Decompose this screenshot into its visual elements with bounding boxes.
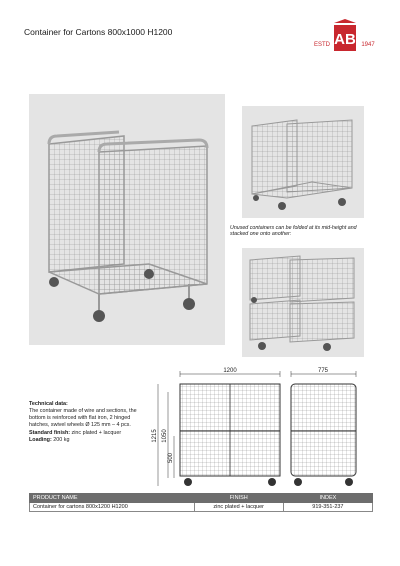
technical-data (29, 401, 139, 444)
width-dimension: 1200 (223, 368, 237, 374)
table-header-row (30, 494, 373, 503)
finish-value: zinc plated + lacquer (71, 429, 122, 436)
height-inner-dimension: 1050 (162, 429, 168, 443)
svg-text:AB: AB (334, 31, 356, 48)
table-row (30, 503, 373, 512)
finish-label: Standard finish: (29, 429, 71, 436)
height-total-dimension: 1215 (152, 429, 158, 443)
folded-container-photo (242, 106, 364, 218)
technical-body: The container made of wire and sections, the bottom is reinforced with flat iron, 2 hinged hatches, swivel wheels Ø 125 mm – 4 pcs. (29, 408, 137, 429)
header-index: INDEX (283, 494, 372, 503)
side-view-drawing (286, 366, 361, 491)
main-product-photo (29, 94, 225, 345)
page-title: Container for Cartons 800x1000 H1200 (24, 27, 173, 37)
loading-value: 200 kg (53, 436, 70, 443)
header-product-name: PRODUCT NAME (30, 494, 195, 503)
svg-text:ESTD: ESTD (313, 42, 331, 48)
technical-heading: Technical data: (29, 401, 68, 407)
cell-product-name: Container for cartons 800x1200 H1200 (30, 503, 195, 512)
stacked-containers-photo (242, 248, 364, 357)
folding-note: Unused containers can be folded at its mid-height and stacked one onto another: (230, 225, 357, 238)
svg-text:1947: 1947 (361, 42, 375, 48)
loading-label: Loading: (29, 436, 52, 443)
product-table (29, 493, 373, 512)
cell-finish: zinc plated + lacquer (194, 503, 283, 512)
wire-container-illustration (29, 94, 225, 345)
company-logo (312, 19, 378, 61)
header-finish: FINISH (194, 494, 283, 503)
cell-index: 919-351-237 (283, 503, 372, 512)
front-view-drawing (150, 366, 285, 491)
height-lower-dimension: 500 (168, 452, 174, 464)
depth-dimension: 775 (317, 368, 329, 374)
